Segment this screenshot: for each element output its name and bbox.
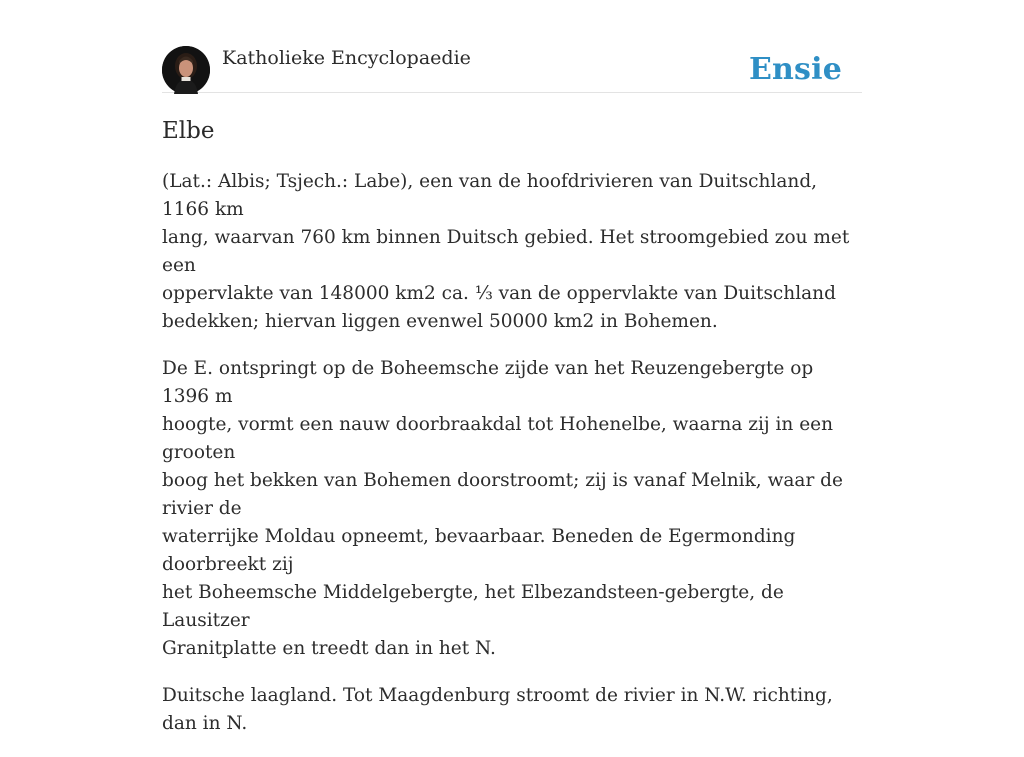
article-paragraph: Duitsche laagland. Tot Maagdenburg stroomt de rivier in N.W. richting, dan in N.	[162, 685, 833, 734]
portrait-avatar-icon[interactable]	[162, 46, 210, 94]
site-header	[162, 46, 862, 93]
brand-logo[interactable]: Ensie	[748, 52, 842, 87]
article-paragraph: De E. ontspringt op de Boheemsche zijde van het Reuzengebergte op 1396 m hoogte, vormt een nauw doorbraakdal tot Hohenelbe, waarna zij in een grooten boog het bekken van Bohemen doorstroomt; zij is vanaf Melnik, waar de rivier de waterrijke Moldau opneemt, bevaarbaar. Beneden de Egermonding doorbreekt zij het Boheemsche Middelgebergte, het Elbezandsteen-gebergte, de Lausitzer Granitplatte en treedt dan in het N.	[162, 358, 843, 659]
site-name[interactable]: Katholieke Encyclopaedie	[222, 47, 471, 69]
article-paragraph: (Lat.: Albis; Tsjech.: Labe), een van de hoofdrivieren van Duitschland, 1166 km lang, waarvan 760 km binnen Duitsch gebied. Het stroomgebied zou met een oppervlakte van 148000 km2 ca. ⅓ van de oppervlakte van Duitschland bedekken; hiervan liggen evenwel 50000 km2 in Bohemen.	[162, 171, 850, 332]
article-body	[162, 168, 862, 757]
page-title: Elbe	[162, 118, 215, 144]
